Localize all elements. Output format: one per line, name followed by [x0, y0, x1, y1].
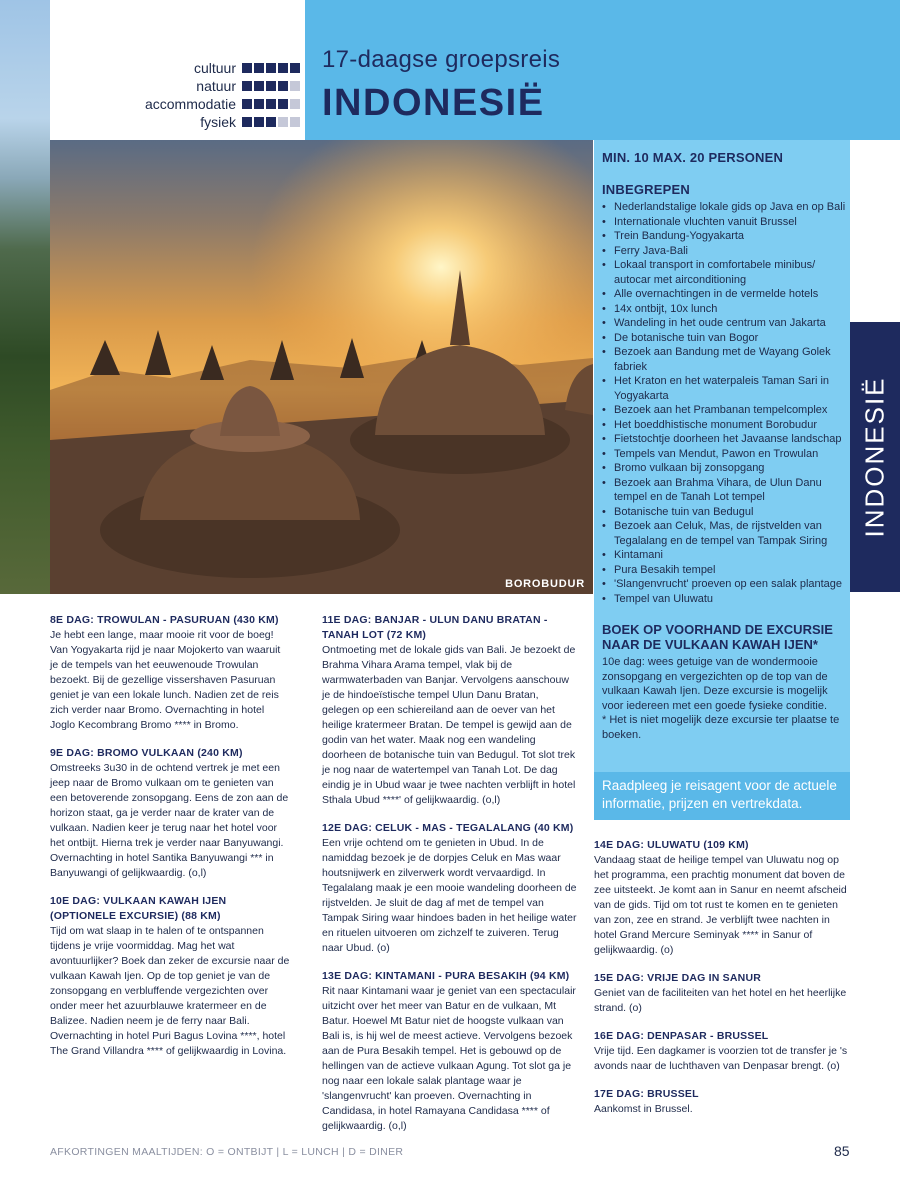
day-block	[594, 971, 850, 1016]
landscape-strip-image	[0, 0, 50, 594]
rating-square-filled	[266, 63, 276, 73]
list-item: • Nederlandstalige lokale gids op Java en op Bali	[602, 200, 846, 215]
rating-square-filled	[254, 81, 264, 91]
rating-squares	[242, 81, 300, 91]
itinerary-column-1	[50, 613, 290, 1072]
day-text: Vandaag staat de heilige tempel van Uluwatu nog op het programma, een prachtig monument dat boven de zee uitsteekt. Je komt aan in Sanur en neemt afscheid van de gids. Tijd om tot rust te komen en te genieten van zon, zee en strand. Je verblijft twee nachten in hotel Grand Mercure Seminyak **** in Sanur of gelijkwaardig. (o)	[594, 854, 847, 956]
day-block	[50, 613, 290, 733]
rating-square-filled	[254, 99, 264, 109]
rating-square-filled	[254, 117, 264, 127]
day-title: 10E DAG: VULKAAN KAWAH IJEN (OPTIONELE EXCURSIE) (88 KM)	[50, 895, 227, 922]
day-title: 11E DAG: BANJAR - ULUN DANU BRATAN - TANAH LOT (72 KM)	[322, 614, 548, 641]
day-text: Rit naar Kintamani waar je geniet van een spectaculair uitzicht over het meer van Batur en de vulkaan, Mt Batur. Hoewel Mt Batur niet de hoogste vulkaan van Bali is, is hij wel de meest actieve. Vervolgens bezoek aan de Pura Besakih tempel. Het is gebouwd op de hellingen van de actieve vulkaan Agung. Tot slot ga je nog naar een lokale salak plantage waar je 'slangenvrucht' kan proeven. Overnachting in Candidasa, in hotel Ramayana Candidasa **** of gelijkwaardig. (o,l)	[322, 985, 576, 1132]
day-text: Omstreeks 3u30 in de ochtend vertrek je met een jeep naar de Bromo vulkaan om te genieten van een betoverende zonsopgang. Eens de zon aan de horizon staat, ga je verder naar de krater van de vulkaan. Nadien keer je terug naar het hotel voor het ontbijt. Hierna trek je verder naar Banyuwangi. Overnachting in hotel Santika Banyuwangi *** in Banyuwangi of gelijkwaardig. (o,l)	[50, 762, 289, 879]
list-item: • Bezoek aan Bandung met de Wayang Golek fabriek	[602, 345, 846, 374]
rating-squares	[242, 117, 300, 127]
day-title: 16E DAG: DENPASAR - BRUSSEL	[594, 1030, 769, 1042]
rating-row-fysiek	[200, 114, 300, 130]
photo-caption: BOROBUDUR	[505, 578, 585, 590]
day-block	[594, 1029, 850, 1074]
page-number: 85	[834, 1143, 850, 1159]
rating-label: natuur	[196, 78, 236, 94]
day-text: Je hebt een lange, maar mooie rit voor de boeg! Van Yogyakarta rijd je naar Mojokerto van waaruit je de tempels van het eeuwenoude Trowulan bezoekt. Bij de gezellige vissershaven Pasuruan geniet je van een lokale lunch. Nadien zet de reis zich verder naar Bromo. Overnachting in hotel Joglo Kecombrang Bromo **** in Bromo.	[50, 629, 281, 731]
stupa-illustration	[50, 140, 593, 594]
rating-square-filled	[278, 81, 288, 91]
rating-row-cultuur	[194, 60, 300, 76]
day-title: 8E DAG: TROWULAN - PASURUAN (430 KM)	[50, 614, 279, 626]
day-title: 15E DAG: VRIJE DAG IN SANUR	[594, 972, 762, 984]
day-title: 17E DAG: BRUSSEL	[594, 1088, 699, 1100]
list-item: • Trein Bandung-Yogyakarta	[602, 229, 846, 244]
rating-square-filled	[242, 117, 252, 127]
list-item: • Bezoek aan het Prambanan tempelcomplex	[602, 403, 846, 418]
rating-square-empty	[290, 117, 300, 127]
rating-square-filled	[278, 99, 288, 109]
list-item: • Fietstochtje doorheen het Javaanse landschap	[602, 432, 846, 447]
list-item: • De botanische tuin van Bogor	[602, 331, 846, 346]
list-item: • Bezoek aan Celuk, Mas, de rijstvelden van Tegalalang en de tempel van Tampak Siring	[602, 519, 846, 548]
excursion-text: 10e dag: wees getuige van de wondermooie zonsopgang en vergezichten op de top van de vulkaan Kawah Ijen. Deze excursie is mogelijk voor iedereen met een goede fysieke conditie. * Het is niet mogelijk deze excursie ter plaatse te boeken.	[602, 656, 840, 741]
info-panel	[594, 140, 850, 820]
list-item: • 14x ontbijt, 10x lunch	[602, 302, 846, 317]
day-text: Aankomst in Brussel.	[594, 1103, 693, 1115]
rating-square-filled	[290, 63, 300, 73]
meal-abbreviations: AFKORTINGEN MAALTIJDEN: O = ONTBIJT | L = LUNCH | D = DINER	[50, 1146, 404, 1158]
rating-square-filled	[242, 63, 252, 73]
included-list	[602, 200, 846, 606]
advise-box	[594, 772, 850, 820]
rating-squares	[242, 63, 300, 73]
list-item: • Wandeling in het oude centrum van Jakarta	[602, 316, 846, 331]
borobudur-photo	[50, 140, 593, 594]
rating-square-filled	[242, 99, 252, 109]
rating-label: fysiek	[200, 114, 236, 130]
rating-square-empty	[278, 117, 288, 127]
trip-subtitle: 17-daagse groepsreis	[322, 46, 561, 73]
list-item: • Het Kraton en het waterpaleis Taman Sari in Yogyakarta	[602, 374, 846, 403]
rating-square-filled	[266, 117, 276, 127]
advise-text: Raadpleeg je reisagent voor de actuele informatie, prijzen en vertrekdata.	[602, 778, 837, 811]
rating-row-natuur	[196, 78, 300, 94]
list-item: • Bezoek aan Brahma Vihara, de Ulun Danu tempel en de Tanah Lot tempel	[602, 476, 846, 505]
day-text: Vrije tijd. Een dagkamer is voorzien tot de transfer je 's avonds naar de luchthaven van Denpasar brengt. (o)	[594, 1045, 848, 1072]
day-block	[594, 1087, 850, 1117]
group-size: MIN. 10 MAX. 20 PERSONEN	[602, 150, 784, 165]
included-heading: INBEGREPEN	[602, 182, 690, 197]
rating-square-filled	[266, 81, 276, 91]
rating-square-filled	[254, 63, 264, 73]
page-title: INDONESIË	[322, 82, 545, 124]
list-item: • Kintamani	[602, 548, 846, 563]
rating-square-filled	[266, 99, 276, 109]
day-block	[50, 746, 290, 881]
list-item: • Het boeddhistische monument Borobudur	[602, 418, 846, 433]
rating-square-empty	[290, 99, 300, 109]
day-title: 14E DAG: ULUWATU (109 KM)	[594, 839, 749, 851]
list-item: • Tempels van Mendut, Pawon en Trowulan	[602, 447, 846, 462]
list-item: • Botanische tuin van Bedugul	[602, 505, 846, 520]
rating-square-empty	[290, 81, 300, 91]
list-item: • Lokaal transport in comfortabele minibus/ autocar met airconditioning	[602, 258, 846, 287]
list-item: • Bromo vulkaan bij zonsopgang	[602, 461, 846, 476]
country-side-tab	[850, 322, 900, 592]
day-title: 12E DAG: CELUK - MAS - TEGALALANG (40 KM)	[322, 822, 574, 834]
list-item: • Alle overnachtingen in de vermelde hotels	[602, 287, 846, 302]
day-text: Geniet van de faciliteiten van het hotel en het heerlijke strand. (o)	[594, 987, 847, 1014]
list-item: • Pura Besakih tempel	[602, 563, 846, 578]
itinerary-column-3	[594, 838, 850, 1130]
rating-label: cultuur	[193, 60, 236, 76]
rating-row-accommodatie	[145, 96, 300, 112]
rating-label: accommodatie	[144, 96, 236, 112]
day-block	[322, 969, 577, 1134]
day-block	[322, 821, 577, 956]
day-block	[594, 838, 850, 958]
side-tab-label: INDONESIË	[859, 376, 890, 538]
rating-legend	[50, 60, 300, 132]
rating-square-filled	[278, 63, 288, 73]
list-item: • Ferry Java-Bali	[602, 244, 846, 259]
list-item: • Tempel van Uluwatu	[602, 592, 846, 607]
list-item: • 'Slangenvrucht' proeven op een salak plantage	[602, 577, 846, 592]
list-item: • Internationale vluchten vanuit Brussel	[602, 215, 846, 230]
rating-square-filled	[242, 81, 252, 91]
excursion-heading: BOEK OP VOORHAND DE EXCURSIE NAAR DE VULKAAN KAWAH IJEN*	[602, 622, 833, 652]
day-title: 9E DAG: BROMO VULKAAN (240 KM)	[50, 747, 243, 759]
day-text: Een vrije ochtend om te genieten in Ubud. In de namiddag bezoek je de dorpjes Celuk en Mas waar houtsnijwerk en zilverwerk wordt vervaardigd. In Tegalalang maak je een mooie wandeling doorheen de rijstvelden. Je sluit de dag af met de tempel van Tampak Siring waar hindoes baden in het heilige water en rituelen uitvoeren om zichzelf te zuiveren. Terug naar Ubud. (o)	[322, 837, 577, 954]
day-text: Tijd om wat slaap in te halen of te ontspannen tijdens je vrije voormiddag. Mag het wat avontuurlijker? Boek dan zeker de excursie naar de vulkaan Kawah Ijen. Op de top geniet je van de zonsopgang en verbluffende vergezichten over onder meer het azuurblauwe kratermeer en de Balizee. Nadien neem je de ferry naar Bali. Overnachting in hotel Puri Bagus Lovina ****, hotel The Grand Villandra **** of gelijkwaardig in Lovina.	[50, 925, 290, 1057]
day-block	[50, 894, 290, 1059]
itinerary-column-2	[322, 613, 577, 1147]
day-text: Ontmoeting met de lokale gids van Bali. Je bezoekt de Brahma Vihara Arama tempel, vlak bij de warmwaterbaden van Banjar. Vervolgens aanschouw je de hindoeïstische tempel Ulun Danu Bratan, gelegen op een schiereiland aan de oever van het heilige kratermeer Bratan. De tempel is gewijd aan de godin van het water. Maak nog een wandeling doorheen de botanische tuin van Bedugul. Tot slot trek je nog naar de watertempel van Tanah Lot. De dag eindig je in Ubud waar je twee nachten verblijft in hotel Sthala Ubud ****' of gelijkwaardig. (o,l)	[322, 644, 576, 806]
rating-squares	[242, 99, 300, 109]
day-title: 13E DAG: KINTAMANI - PURA BESAKIH (94 KM)	[322, 970, 570, 982]
day-block	[322, 613, 577, 808]
